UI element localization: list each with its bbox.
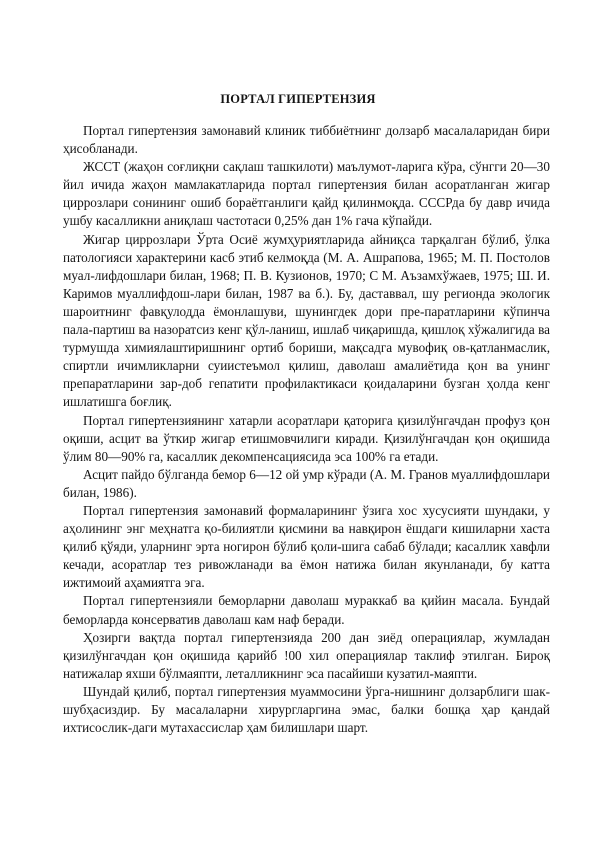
paragraph: Портал гипертензия замонавий клиник тиббиётнинг долзарб масалаларидан бири ҳисобланади. (63, 123, 550, 157)
paragraph: Ҳозирги вақтда портал гипертензияда 200 дан зиёд операциялар, жумладан қизилўнгачдан қон оқишида қарийб !00 хил операциялар таклиф этилган. Бироқ натижалар яхши бўлмаяпти, леталликнинг эса пасайиши кузатил-маяпти. (63, 629, 550, 681)
page-title: ПОРТАЛ ГИПЕРТЕНЗИЯ (220, 92, 376, 106)
paragraph: Портал гипертензияли беморларни даволаш мураккаб ва қийин масала. Бундай беморларда консерватив даволаш кам наф беради. (63, 593, 550, 627)
paragraph: Асцит пайдо бўлганда бемор 6—12 ой умр кўради (А. М. Гранов муаллифдошлари билан, 1986). (63, 466, 550, 500)
body-text (63, 122, 550, 737)
paragraph: ЖССТ (жаҳон соғлиқни сақлаш ташкилоти) маълумот-ларига кўра, сўнгги 20—30 йил ичида жаҳон мамлакатларида портал гипертензия билан асоратланган жигар циррозлари сонининг ошиб бораётганлиги қайд қилинмоқда. СССРда бу давр ичида ушбу касалликни аниқлаш частотаси 0,25% дан 1% гача кўпайди. (63, 159, 550, 229)
paragraph: Портал гипертензиянинг хатарли асоратлари қаторига қизилўнгачдан профуз қон оқиши, асцит ва ўткир жигар етишмовчилиги киради. Қизилўнгачдан қон оқишида ўлим 80—90% га, касаллик декомпенсациясида эса 100% га етади. (63, 412, 550, 464)
paragraph: Шундай қилиб, портал гипертензия муаммосини ўрга-нишнинг долзарблиги шак-шубҳасиздир. Бу масалаларни хирургларгина эмас, балки бошқа ҳар қандай ихтисослик-даги мутахассислар ҳам билишлари шарт. (63, 683, 550, 736)
paragraph: Портал гипертензия замонавий формаларининг ўзига хос хусусияти шундаки, у аҳолининг энг меҳнатга қо-билиятли қисмини ва навқирон ёшдаги кишиларни хаста қилиб қўяди, уларнинг эрта ногирон бўлиб қоли-шига сабаб бўлади; касаллик хавфли кечади, асоратлар тез ривожланади ва ёмон натижа билан якунланади, бу катта ижтимоий аҳамиятга эга. (63, 502, 550, 591)
paragraph: Жигар циррозлари Ўрта Осиё жумҳуриятларида айниқса тарқалган бўлиб, ўлка патологияси характерини касб этиб келмоқда (М. А. Ашрапова, 1965; М. П. Постолов муал-лифдошлари билан, 1968; П. В. Кузионов, 1970; С М. Аъзамхўжаев, 1975; Ш. И. Каримов муаллифдош-лари билан, 1987 ва б.). Бу, даставвал, шу регионда экологик шароитнинг фавқулодда ёмонлашуви, шунингдек дори пре-паратларини кўпинча пала-партиш ва назоратсиз кенг қўл-ланиш, ишлаб чиқаришда, қишлоқ хўжалигида ва турмушда химиялаштиришнинг ортиб бориши, мақсадга мувофиқ ов-қатланмаслик, спиртли ичимликларни суиистеъмол қилиш, даволаш амалиётида қон ва унинг препаратларини зар-доб гепатити профилактикаси қоидаларини бузган ҳолда кенг ишлатишга боғлиқ. (63, 231, 550, 410)
